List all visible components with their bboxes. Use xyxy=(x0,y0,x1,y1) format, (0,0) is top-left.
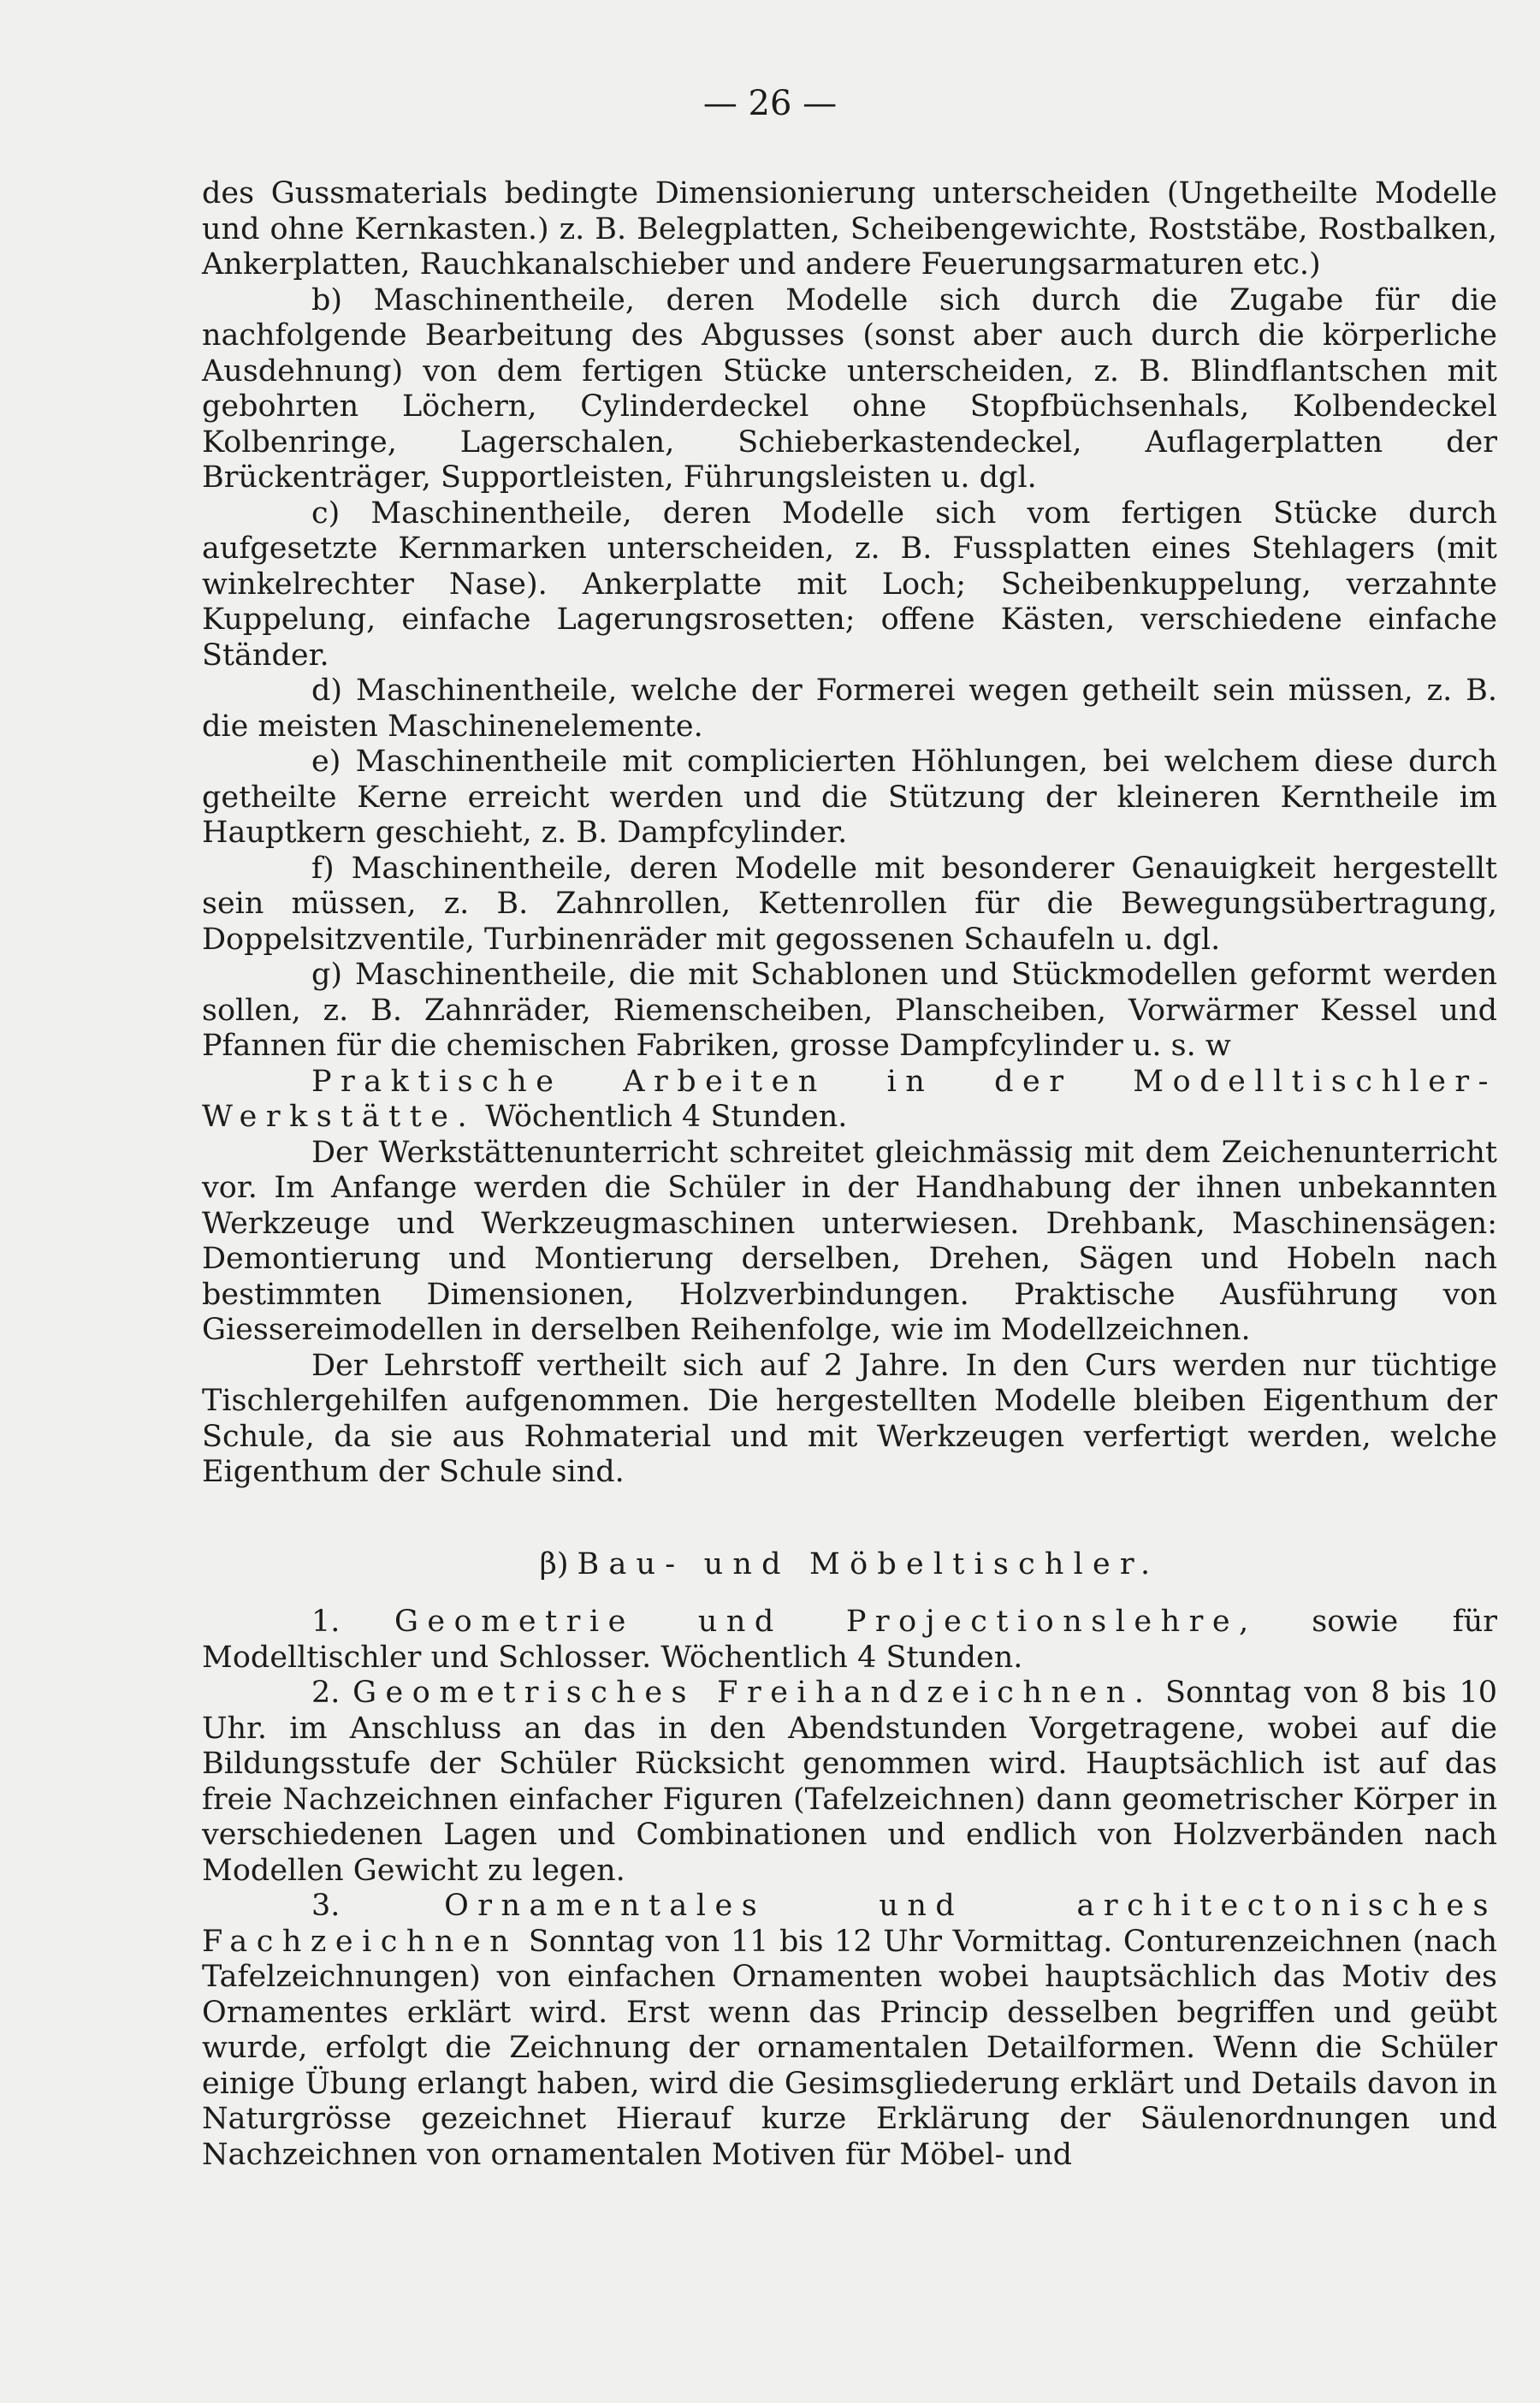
page-number: — 26 — xyxy=(702,84,838,123)
list-item-text: Sonntag von 8 bis 10 Uhr. im Anschluss an das in den Abendstunden Vorgetragene, wobei auf die Bildungsstufe der Schüler Rücksicht genommen wird. Hauptsächlich ist auf das freie Nachzeichnen einfacher Figuren (Tafelzeichnen) dann geometrischer Körper in verschiedenen Lagen und Combinationen und endlich von Holzverbänden nach Modellen Gewicht zu legen. xyxy=(202,1676,1497,1888)
werkstaette-hours: Wöchentlich 4 Stunden. xyxy=(476,1100,848,1134)
list-item-title: Ornamentales und architectonisches Fachzeichnen xyxy=(202,1889,1497,1959)
paragraph-continued: des Gussmaterials bedingte Dimensionierung unterscheiden (Ungetheilte Modelle und ohne Kernkasten.) z. B. Belegplatten, Scheibengewichte, Roststäbe, Rostbalken, Ankerplatten, Rauchkanalschieber und andere Feuerungsarmaturen etc.) xyxy=(202,176,1497,282)
paragraph-item-f: f) Maschinentheile, deren Modelle mit besonderer Genauigkeit hergestellt sein müssen, z. B. Zahnrollen, Kettenrollen für die Bewegungsübertragung, Doppelsitzventile, Turbinenräder mit gegossenen Schaufeln u. dgl. xyxy=(202,851,1497,957)
paragraph-item-d: d) Maschinentheile, welche der Formerei wegen getheilt sein müssen, z. B. die meisten Maschinenelemente. xyxy=(202,673,1497,744)
paragraph-item-e: e) Maschinentheile mit complicierten Höhlungen, bei welchem diese durch getheilte Kerne erreicht werden und die Stützung der kleineren Kerntheile im Hauptkern geschieht, z. B. Dampfcylinder. xyxy=(202,745,1497,850)
paragraph-curriculum: Der Lehrstoff vertheilt sich auf 2 Jahre. In den Curs werden nur tüchtige Tischlergehilfen aufgenommen. Die hergestellten Modelle bleiben Eigenthum der Schule, da sie aus Rohmaterial und mit Werkzeugen verfertigt werden, welche Eigenthum der Schule sind. xyxy=(202,1348,1497,1489)
list-item-1 xyxy=(202,1605,1497,1676)
section-heading xyxy=(202,1547,1497,1583)
paragraph-item-g: g) Maschinentheile, die mit Schablonen und Stückmodellen geformt werden sollen, z. B. Zahnräder, Riemenscheiben, Planscheiben, Vorwärmer Kessel und Pfannen für die chemischen Fabriken, grosse Dampfcylinder u. s. w xyxy=(202,958,1497,1063)
list-item-3 xyxy=(202,1889,1497,2173)
list-item-title: Geometrie und Projectionslehre, xyxy=(394,1605,1258,1639)
section-marker: β) xyxy=(539,1546,569,1581)
body-text xyxy=(202,176,1497,2173)
list-item-title: Geometrisches Freihandzeichnen. xyxy=(352,1676,1153,1710)
paragraph-workshop-teaching: Der Werkstättenunterricht schreitet gleichmässig mit dem Zeichenunterricht vor. Im Anfange werden die Schüler in der Handhabung der ihnen unbekannten Werkzeuge und Werkzeugmaschinen unterwiesen. Drehbank, Maschinensägen: Demontierung und Montierung derselben, Drehen, Sägen und Hobeln nach bestimmten Dimensionen, Holzverbindungen. Praktische Ausführung von Giessereimodellen in derselben Reihenfolge, wie im Modellzeichnen. xyxy=(202,1135,1497,1347)
list-item-number: 1. xyxy=(311,1605,341,1639)
section-title: Bau- und Möbeltischler. xyxy=(577,1546,1160,1581)
werkstaette-paragraph xyxy=(202,1065,1497,1136)
list-item-text: Sonntag von 11 bis 12 Uhr Vormittag. Conturenzeichnen (nach Tafelzeichnungen) von einfachen Ornamenten wobei hauptsächlich das Motiv des Ornamentes erklärt wird. Erst wenn das Princip desselben begriffen und geübt wurde, erfolgt die Zeichnung der ornamentalen Detailformen. Wenn die Schüler einige Übung erlangt haben, wird die Gesimsgliederung erklärt und Details davon in Naturgrösse gezeichnet Hierauf kurze Erklärung der Säulenordnungen und Nachzeichnen von ornamentalen Motiven für Möbel- und xyxy=(202,1924,1497,2172)
paragraph-item-b: b) Maschinentheile, deren Modelle sich durch die Zugabe für die nachfolgende Bearbeitung des Abgusses (sonst aber auch durch die körperliche Ausdehnung) von dem fertigen Stücke unterscheiden, z. B. Blindflantschen mit gebohrten Löchern, Cylinderdeckel ohne Stopfbüchsenhals, Kolbendeckel Kolbenringe, Lagerschalen, Schieberkastendeckel, Auflagerplatten der Brückenträger, Supportleisten, Führungsleisten u. dgl. xyxy=(202,282,1497,495)
list-item-text: sowie für Modelltischler und Schlosser. Wöchentlich 4 Stunden. xyxy=(202,1605,1497,1675)
paragraph-item-c: c) Maschinentheile, deren Modelle sich vom fertigen Stücke durch aufgesetzte Kernmarken unterscheiden, z. B. Fussplatten eines Stehlagers (mit winkelrechter Nase). Ankerplatte mit Loch; Scheibenkuppelung, verzahnte Kuppelung, einfache Lagerungsrosetten; offene Kästen, verschiedene einfache Ständer. xyxy=(202,495,1497,673)
list-item-2 xyxy=(202,1676,1497,1889)
list-item-number: 2. xyxy=(311,1676,341,1710)
werkstaette-title: Praktische Arbeiten in der Modelltischler-Werkstätte. xyxy=(202,1064,1497,1134)
list-item-number: 3. xyxy=(311,1889,341,1923)
